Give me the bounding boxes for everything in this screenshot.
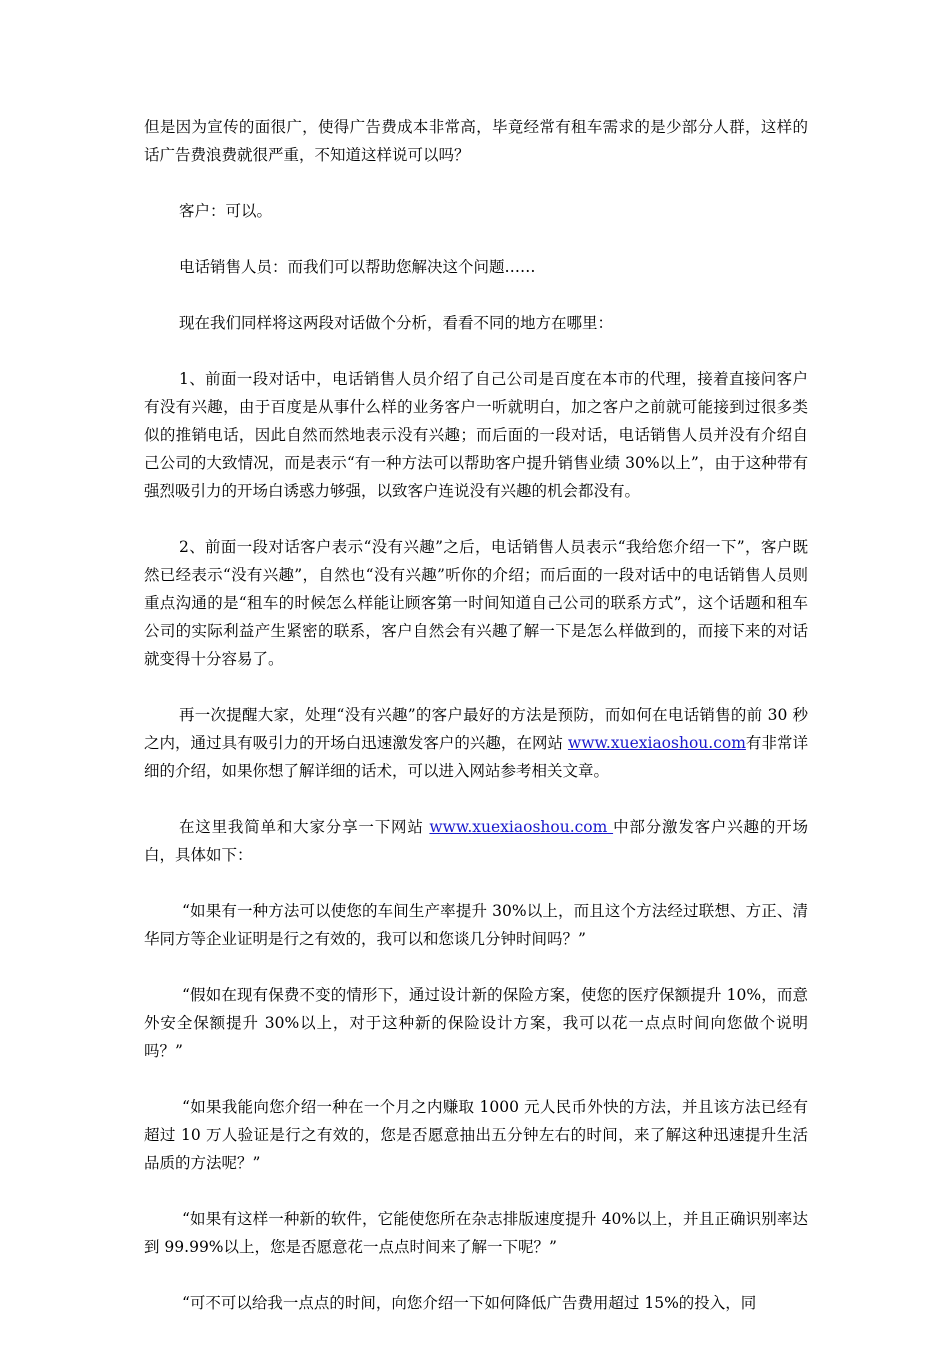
reminder-text-before: 再一次提醒大家，处理“没有兴趣”的客户最好的方法是预防，而如何在电话销售的前 30 秒之内，通过具有吸引力的开场白迅速激发客户的兴趣，在网站 (144, 706, 808, 752)
paragraph-analysis-1: 1、前面一段对话中，电话销售人员介绍了自己公司是百度在本市的代理，接着直接问客户有没有兴趣，由于百度是从事什么样的业务客户一听就明白，加之客户之前就可能接到过很多类似的推销电话，因此自然而然地表示没有兴趣；而后面的一段对话，电话销售人员并没有介绍自己公司的大致情况，而是表示“有一种方法可以帮助客户提升销售业绩 30%以上”，由于这种带有强烈吸引力的开场白诱惑力够强，以致客户连说没有兴趣的机会都没有。 (144, 370, 808, 500)
website-link[interactable]: www.xuexiaoshou.com (567, 734, 746, 752)
document-page (144, 113, 808, 1345)
paragraph-share (144, 813, 808, 869)
paragraph-customer-reply: 客户：可以。 (179, 202, 273, 220)
quote-opener-1: “如果有一种方法可以使您的车间生产率提升 30%以上，而且这个方法经过联想、方正、清华同方等企业证明是行之有效的，我可以和您谈几分钟时间吗？” (144, 902, 808, 948)
website-link[interactable]: www.xuexiaoshou.com (429, 818, 614, 836)
share-text-before: 在这里我简单和大家分享一下网站 (179, 818, 430, 836)
paragraph-analysis-2: 2、前面一段对话客户表示“没有兴趣”之后，电话销售人员表示“我给您介绍一下”，客户既然已经表示“没有兴趣”，自然也“没有兴趣”听你的介绍；而后面的一段对话中的电话销售人员则重点沟通的是“租车的时候怎么样能让顾客第一时间知道自己公司的联系方式”，这个话题和租车公司的实际利益产生紧密的联系，客户自然会有兴趣了解一下是怎么样做到的，而接下来的对话就变得十分容易了。 (144, 538, 808, 668)
paragraph-reminder (144, 701, 808, 785)
paragraph-intro: 但是因为宣传的面很广，使得广告费成本非常高，毕竟经常有租车需求的是少部分人群，这样的话广告费浪费就很严重，不知道这样说可以吗？ (144, 118, 808, 164)
quote-opener-2: “假如在现有保费不变的情形下，通过设计新的保险方案，使您的医疗保额提升 10%，而意外安全保额提升 30%以上，对于这种新的保险设计方案，我可以花一点点时间向您做个说明吗？” (144, 986, 808, 1060)
quote-opener-4: “如果有这样一种新的软件，它能使您所在杂志排版速度提升 40%以上，并且正确识别率达到 99.99%以上，您是否愿意花一点点时间来了解一下呢？” (144, 1210, 808, 1256)
reminder-text-after: 有非常详细的介绍，如果你想了解详细的话术，可以进入网站参考相关文章。 (144, 734, 808, 780)
paragraph-analysis-intro: 现在我们同样将这两段对话做个分析，看看不同的地方在哪里： (179, 314, 614, 332)
paragraph-sales-reply: 电话销售人员：而我们可以帮助您解决这个问题…… (179, 258, 536, 276)
share-text-after: 中部分激发客户兴趣的开场白，具体如下： (144, 818, 808, 864)
quote-opener-5: “可不可以给我一点点的时间，向您介绍一下如何降低广告费用超过 15%的投入，同 (182, 1294, 757, 1312)
quote-opener-3: “如果我能向您介绍一种在一个月之内赚取 1000 元人民币外快的方法，并且该方法已经有超过 10 万人验证是行之有效的，您是否愿意抽出五分钟左右的时间，来了解这种迅速提升生活品质的方法呢？” (144, 1098, 808, 1172)
